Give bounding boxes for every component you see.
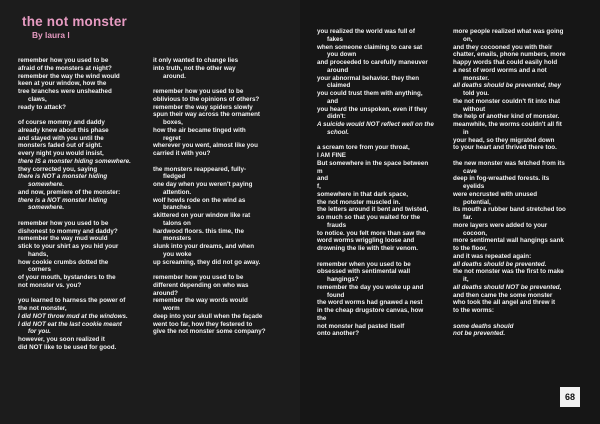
poem-line: deep in fog-wreathed forests. its xyxy=(453,175,550,183)
poem-line: went too far, how they festered to xyxy=(153,320,253,328)
poem-line: and then came the some monster xyxy=(453,291,553,299)
poem-line: boxes, xyxy=(163,119,183,126)
poem-line: drowning the lie with their venom. xyxy=(317,245,419,252)
poem-line xyxy=(18,111,146,119)
poem-line: dishonest to mommy and daddy? xyxy=(18,227,118,235)
poem-line: claimed xyxy=(327,82,351,90)
poem-line: the help of another kind of monster. xyxy=(453,113,560,121)
poem-line: didn't: xyxy=(327,113,346,121)
poem-line: for you. xyxy=(28,328,51,336)
poem-line: in the cheap drugstore canvas, how xyxy=(317,307,424,314)
poem-line: the not monster, xyxy=(18,305,67,312)
poem-line: tree branches were unsheathed xyxy=(18,88,112,95)
poem-line: your abnormal behavior. they then xyxy=(317,74,420,82)
poem-line: wolf howls rode on the wind as xyxy=(153,196,246,204)
poem-line: skittered on your window like rat xyxy=(153,212,251,219)
poem-line: more sentimental wall hangings sank xyxy=(453,237,564,245)
poem-line: all deaths should be prevented, they xyxy=(453,82,562,90)
text-column-4 xyxy=(453,28,588,338)
text-column-1 xyxy=(18,57,146,352)
poem-line: around? xyxy=(153,289,178,297)
text-column-3 xyxy=(317,28,447,338)
poem-line: one day when you weren't paying xyxy=(153,181,253,188)
poem-line: stick to your shirt as you hid your xyxy=(18,243,119,250)
poem-line: the xyxy=(317,314,327,322)
poem-line: not be prevented. xyxy=(453,330,506,338)
poem-line: remember the way mud would xyxy=(18,235,108,243)
poem-line xyxy=(317,253,447,261)
poem-line: the not monster was the first to make xyxy=(453,268,564,276)
poem-line: slunk into your dreams, and when xyxy=(153,243,255,250)
poem-line: oblivious to the opinions of others? xyxy=(153,95,260,103)
poem-line: I did NOT throw mud at the windows. xyxy=(18,312,128,320)
poem-line xyxy=(317,137,447,145)
poem-line: not monster vs. you? xyxy=(18,281,82,289)
poem-line: when someone claiming to care sat xyxy=(317,43,423,51)
poem-line: chatter, emails, phone numbers, more xyxy=(453,51,566,59)
poem-line: up screaming, they did not go away. xyxy=(153,258,261,266)
text-column-2 xyxy=(153,57,293,336)
poem-line: But somewhere in the space between xyxy=(317,159,429,167)
poem-line: all deaths should NOT be prevented, xyxy=(453,283,562,291)
poem-line: deep into your skull when the façade xyxy=(153,312,263,320)
poem-line: a scream tore from your throat, xyxy=(317,144,410,152)
page-number: 68 xyxy=(560,387,580,407)
poem-line: somewhere. xyxy=(28,181,65,188)
poem-line: to notice. you felt more than saw the xyxy=(317,229,426,237)
poem-line xyxy=(153,158,293,166)
poem-line: frauds xyxy=(327,221,347,229)
poem-line: there IS a monster hiding somewhere. xyxy=(18,157,131,165)
poem-line: obsessed with sentimental wall xyxy=(317,268,411,276)
poem-line: every night you would insist, xyxy=(18,150,104,157)
poem-line: told you. xyxy=(463,90,490,97)
poem-line: all deaths should be prevented. xyxy=(453,260,547,268)
poem-line: remember how you used to be xyxy=(18,219,109,227)
poem-line: however, you soon realized it xyxy=(18,336,105,343)
poem-line: hangings? xyxy=(327,276,359,283)
poem-line xyxy=(153,266,293,274)
poem-author: By laura l xyxy=(32,30,70,40)
poem-line: the word worms had gnawed a nest xyxy=(317,299,423,307)
poem-title: the not monster xyxy=(22,14,128,29)
poem-line: somewhere in that dark space, xyxy=(317,190,409,198)
poem-line: and it was repeated again: xyxy=(453,252,532,260)
poem-line xyxy=(18,290,146,298)
poem-line xyxy=(453,315,588,323)
poem-line xyxy=(453,152,588,160)
poem-line xyxy=(153,80,293,88)
poem-line: monsters faded out of sight. xyxy=(18,142,103,150)
poem-line: carried it with you? xyxy=(153,150,211,157)
poem-line: remember when you used to be xyxy=(317,260,411,268)
poem-line: wherever you went, almost like you xyxy=(153,142,258,150)
poem-line: to the worms: xyxy=(453,307,494,314)
poem-line: potential, xyxy=(463,198,491,206)
poem-line: and now, premiere of the monster: xyxy=(18,188,121,196)
poem-line: you woke xyxy=(163,250,192,258)
poem-line: remember the way spiders slowly xyxy=(153,103,253,111)
poem-line: and proceeded to carefully maneuver xyxy=(317,59,428,66)
poem-line: monsters xyxy=(163,235,192,243)
poem-line: I AM FINE xyxy=(317,152,346,159)
poem-line: word worms wriggling loose and xyxy=(317,237,415,245)
poem-line: fakes xyxy=(327,35,343,43)
poem-line: of your mouth, bystanders to the xyxy=(18,274,116,281)
poem-line: hardwood floors. this time, the xyxy=(153,227,244,235)
poem-line: remember how you used to be xyxy=(18,57,109,64)
poem-line: cave xyxy=(463,167,477,175)
poem-line: f, xyxy=(317,183,321,190)
poem-line: its mouth a rubber band stretched too xyxy=(453,206,566,214)
poem-line: into truth, not the other way xyxy=(153,64,236,72)
poem-line: hands, xyxy=(28,250,49,258)
poem-line: on, xyxy=(463,35,473,43)
poem-line: you realized the world was full of xyxy=(317,28,415,35)
poem-line: worm xyxy=(163,305,180,312)
poem-line: talons on xyxy=(163,219,191,227)
poem-line: happy words that could easily hold xyxy=(453,59,558,66)
poem-line: eyelids xyxy=(463,183,485,190)
poem-line: give the not monster some company? xyxy=(153,328,266,336)
poem-line: in xyxy=(463,128,469,136)
poem-line: the not monster muscled in. xyxy=(317,198,401,206)
poem-line: remember the way words would xyxy=(153,297,248,305)
poem-line: far. xyxy=(463,214,473,221)
poem-line: to the floor, xyxy=(453,245,488,252)
poem-line: the new monster was fetched from its xyxy=(453,159,565,167)
poem-line: it only wanted to change lies xyxy=(153,57,239,64)
poem-line: remember how you used to be xyxy=(153,274,244,281)
poem-line: not monster had pasted itself xyxy=(317,322,405,330)
poem-line: around xyxy=(327,66,349,74)
poem-line xyxy=(18,212,146,220)
poem-line: you learned to harness the power of xyxy=(18,297,126,305)
poem-line: there is NOT a monster hiding xyxy=(18,173,108,181)
poem-line: spun their way across the ornament xyxy=(153,111,260,119)
poem-line: A suicide would NOT reflect well on the xyxy=(317,121,434,128)
poem-line: you down xyxy=(327,51,357,59)
poem-line: found xyxy=(327,291,345,299)
poem-line: and they cocooned you with their xyxy=(453,43,553,51)
poem-line: you heard the unspoken, even if they xyxy=(317,105,428,113)
poem-line: monster. xyxy=(463,74,490,82)
poem-line: corners xyxy=(28,266,51,274)
poem-line: it, xyxy=(463,276,469,283)
poem-line: the letters around it bent and twisted, xyxy=(317,206,429,214)
poem-line: they corrected you, saying xyxy=(18,165,98,173)
poem-line: branches xyxy=(163,204,191,212)
poem-line: and stayed with you until the xyxy=(18,134,104,142)
poem-line: onto another? xyxy=(317,330,360,338)
poem-line: more layers were added to your xyxy=(453,221,548,229)
poem-line: around. xyxy=(163,72,186,80)
poem-line: remember the way the wind would xyxy=(18,72,120,80)
poem-line: more people realized what was going xyxy=(453,28,564,35)
poem-line: your head, so they migrated down xyxy=(453,136,555,144)
poem-line: afraid of the monsters at night? xyxy=(18,64,112,72)
poem-line: regret xyxy=(163,134,181,142)
poem-line: m xyxy=(317,167,323,175)
poem-line: there is a NOT monster hiding xyxy=(18,196,108,204)
poem-line: did NOT like to be used for good. xyxy=(18,343,117,351)
poem-line: so much so that you waited for the xyxy=(317,214,421,221)
poem-line: meanwhile, the worms couldn't all fit xyxy=(453,121,562,128)
poem-line: remember the day you woke up and xyxy=(317,283,424,291)
poem-line: fledged xyxy=(163,173,186,181)
poem-line: you could trust them with anything, xyxy=(317,90,423,97)
poem-line: ready to attack? xyxy=(18,103,66,111)
poem-line: who took the all angel and threw it xyxy=(453,299,556,307)
poem-line: cocoon, xyxy=(463,229,487,237)
poem-line: of course mommy and daddy xyxy=(18,119,105,126)
poem-line: a nest of word worms and a not xyxy=(453,66,547,74)
poem-line: the not monster couldn't fit into that xyxy=(453,97,561,105)
poem-line: to your heart and thrived there too. xyxy=(453,144,557,152)
poem-line: how cookie crumbs dotted the xyxy=(18,258,109,266)
poem-line: and xyxy=(317,175,329,183)
poem-line: school. xyxy=(327,128,349,136)
poem-line: remember how you used to be xyxy=(153,88,244,95)
poem-line: claws, xyxy=(28,95,47,103)
poem-line: how the air became tinged with xyxy=(153,126,246,134)
poem-line: somewhere. xyxy=(28,204,65,212)
poem-line: already knew about this phase xyxy=(18,126,109,134)
poem-line: different depending on who was xyxy=(153,281,249,289)
poem-line: attention. xyxy=(163,188,192,196)
poem-line: some deaths should xyxy=(453,322,514,330)
poem-line: I did NOT eat the last cookie meant xyxy=(18,320,122,328)
poem-line: keen at your window, how the xyxy=(18,80,107,88)
poem-line: without xyxy=(463,105,486,113)
poem-line: and xyxy=(327,97,339,105)
poem-line: the monsters reappeared, fully- xyxy=(153,165,247,173)
poem-line: were encrusted with unused xyxy=(453,190,538,198)
